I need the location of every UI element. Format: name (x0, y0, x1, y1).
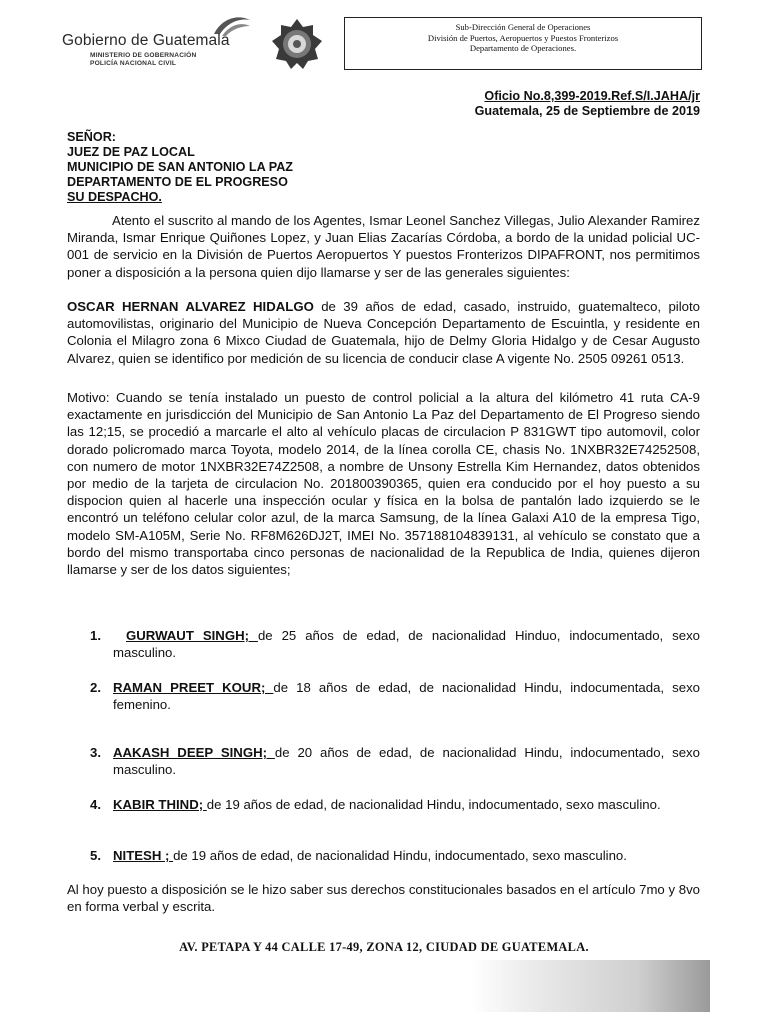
department-header-box (344, 17, 702, 70)
logo-text: Gobierno de Guatemala (62, 32, 230, 49)
list-item (90, 679, 700, 713)
header-line-3: Departamento de Operaciones. (469, 43, 577, 53)
person-name: GURWAUT SINGH; (126, 628, 258, 643)
person-details: de 19 años de edad, de nacionalidad Hindu, indocumentado, sexo masculino. (173, 848, 627, 863)
person-details: de 25 años de edad, de nacionalidad Hinduo, indocumentado, sexo masculino. (113, 628, 700, 661)
closing-paragraph (67, 881, 700, 915)
person-name: RAMAN PREET KOUR; (113, 680, 274, 695)
list-number: 1. (90, 628, 101, 643)
intro-paragraph (67, 212, 700, 281)
footer-address: AV. PETAPA Y 44 CALLE 17-49, ZONA 12, CIUDAD DE GUATEMALA. (179, 940, 589, 954)
logo-police: POLICÍA NACIONAL CIVIL (90, 60, 177, 67)
addressee-line: JUEZ DE PAZ LOCAL (67, 145, 195, 159)
intro-text: Atento el suscrito al mando de los Agentes, Ismar Leonel Sanchez Villegas, Julio Alexander Ramirez Miranda, Ismar Enrique Quiñones Lopez, y Juan Elias Zacarías Córdoba, a bordo de la unidad policial UC-001 de servicio en la División de Puertos Aeropuertos Y puestos Fronterizos DIPAFRONT, nos permitimos poner a disposición a la persona quien dijo llamarse y ser de las generales siguientes: (67, 213, 700, 280)
list-number: 5. (90, 848, 101, 863)
list-number: 2. (90, 680, 101, 695)
list-item (90, 796, 700, 813)
list-number: 3. (90, 745, 101, 760)
person-details: de 19 años de edad, de nacionalidad Hindu, indocumentado, sexo masculino. (206, 797, 661, 812)
list-item (90, 744, 700, 778)
document-date: Guatemala, 25 de Septiembre de 2019 (474, 104, 700, 118)
person-name: NITESH ; (113, 848, 174, 863)
gobierno-guatemala-logo (62, 14, 252, 70)
detainee-details: de 39 años de edad, casado, instruido, guatemalteco, piloto automovilistas, originario del Municipio de Nueva Concepción Departamento de Escuintla, y residente en Colonia el Milagro zona 6 Mixco Ciudad de Guatemala, hijo de Delmy Gloria Hidalgo y de Cesar Augusto Alvarez, quien se identifico por medición de su licencia de conducir clase A vigente No. 2505 09261 0513. (67, 299, 700, 366)
addressee-line: SU DESPACHO. (67, 190, 162, 204)
closing-text: Al hoy puesto a disposición se le hizo saber sus derechos constitucionales basados en el artículo 7mo y 8vo en forma verbal y escrita. (67, 882, 700, 915)
person-details: de 20 años de edad, de nacionalidad Hindu, indocumentado, sexo masculino. (113, 745, 700, 778)
list-item (90, 847, 700, 864)
person-details: de 18 años de edad, de nacionalidad Hindu, indocumentada, sexo femenino. (113, 680, 700, 713)
person-name: AAKASH DEEP SINGH; (113, 745, 275, 760)
header-line-2: División de Puertos, Aeropuertos y Puestos Fronterizos (427, 32, 619, 43)
footer-decoration (470, 960, 710, 1012)
header-line-1: Sub-Dirección General de Operaciones (455, 22, 591, 32)
police-badge-icon (270, 17, 324, 71)
list-number: 4. (90, 797, 101, 812)
oficio-reference: Oficio No.8,399-2019.Ref.S/I.JAHA/jr (484, 89, 700, 103)
detainee-name: OSCAR HERNAN ALVAREZ HIDALGO (67, 299, 314, 314)
addressee-line: MUNICIPIO DE SAN ANTONIO LA PAZ (67, 160, 293, 174)
motivo-paragraph (67, 389, 700, 578)
logo-ministry: MINISTERIO DE GOBERNACIÓN (90, 52, 197, 59)
addressee-line: SEÑOR: (67, 130, 116, 144)
list-item (90, 627, 700, 661)
motivo-text: Motivo: Cuando se tenía instalado un puesto de control policial a la altura del kilómetro 41 ruta CA-9 exactamente en jurisdicción del Municipio de San Antonio La Paz del Departamento de El Progreso siendo las 12;15, se procedió a marcarle el alto al vehículo placas de circulacion P 831GWT tipo automovil, color dorado policromado marca Toyota, modelo 2014, de la línea corolla CE, chasis No. 1NXBR32E74252508, con numero de motor 1NXBR32E74Z2508, a nombre de Unsony Estrella Kim Hernandez, datos obtenidos por medio de la tarjeta de circulacion No. 201800390365, quien era conducido por el hoy puesto a su dispocion quien al hacerle una inspección ocular y física en la bolsa de pantalón lado izquierdo se le encontró un teléfono celular color azul, de la marca Samsung, de la línea Galaxi A10 de la empresa Tigo, modelo SM-A105M, Serie No. RF8M626DJ2T, IMEI No. 357188104839131, al vehículo se constato que a bordo del mismo transportaba cinco personas de nacionalidad de la Republica de India, quienes dijeron llamarse y ser de los datos siguientes; (67, 390, 700, 578)
detainee-paragraph (67, 298, 700, 367)
addressee-line: DEPARTAMENTO DE EL PROGRESO (67, 175, 288, 189)
person-name: KABIR THIND; (113, 797, 207, 812)
